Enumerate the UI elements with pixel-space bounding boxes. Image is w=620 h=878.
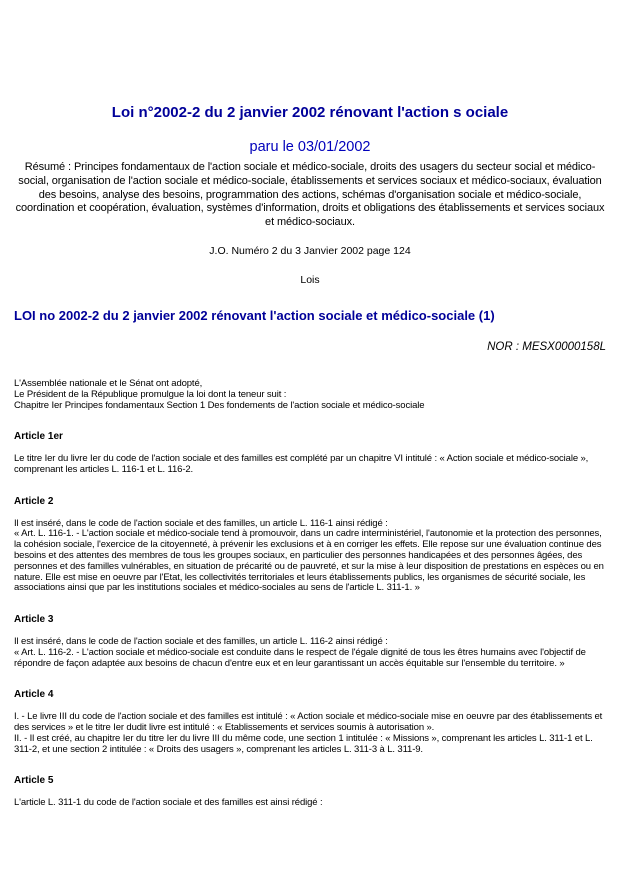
article-text: « Art. L. 116-1. - L'action sociale et médico-sociale tend à promouvoir, dans un cadre interministériel, l'autonomie et la protection des personnes, la cohésion sociale, l'exercice de la citoyenneté, à prévenir les exclusions et à en corriger les effets. Elle repose sur une évaluation continue des besoins et des attentes des membres de tous les groupes sociaux, en particulier des personnes handicapées et des personnes âgées, des personnes et des familles vulnérables, en situation de précarité ou de pauvreté, et sur la mise à leur disposition de prestations en espèces ou en nature. Elle est mise en oeuvre par l'Etat, les collectivités territoriales et leurs établissements publics, les organismes de sécurité sociale, les associations ainsi que par les institutions sociales et médico-sociales au sens de l'article L. 311-1. » [14,528,604,594]
article-4-body [14,712,606,755]
journal-officiel-reference: J.O. Numéro 2 du 3 Janvier 2002 page 124 [209,244,411,257]
summary-text: Résumé : Principes fondamentaux de l'action sociale et médico-sociale, droits des usagers du secteur social et médico-social, organisation de l'action sociale et médico-sociale, établissements et services sociaux et médico-sociaux, évaluation des besoins, analyse des besoins, programmation des actions, schémas d'organisation sociale et médico-sociale, coordination et coopération, évaluation, systèmes d'information, droits et obligations des établissements et services sociaux et médico-sociaux. [15,161,605,229]
article-3-heading: Article 3 [14,614,54,626]
article-text: L'article L. 311-1 du code de l'action sociale et des familles est ainsi rédigé : [14,797,323,809]
publication-date: paru le 03/01/2002 [249,139,371,155]
article-1-heading: Article 1er [14,431,63,443]
preamble-line: Chapitre Ier Principes fondamentaux Section 1 Des fondements de l'action sociale et médico-sociale [14,399,425,411]
article-2-body [14,519,606,595]
article-text: II. - Il est créé, au chapitre Ier du titre Ier du livre III du même code, une section 1 intitulée : « Missions », comprenant les articles L. 311-1 et L. 311-2, et une section 2 intitulée : « Droits des usagers », comprenant les articles L. 311-3 à L. 311-9. [14,732,593,755]
document-title: Loi n°2002-2 du 2 janvier 2002 rénovant l'action s ociale [111,104,509,121]
article-3-body [14,637,606,669]
category-label: Lois [300,273,320,286]
article-text: Le titre Ier du livre Ier du code de l'action sociale et des familles est complété par un chapitre VI intitulé : « Action sociale et médico-sociale », comprenant les articles L. 116-1 et L. 116-2. [14,453,589,475]
law-heading: LOI no 2002-2 du 2 janvier 2002 rénovant l'action sociale et médico-sociale (1) [14,307,495,323]
article-text: I. - Le livre III du code de l'action sociale et des familles est intitulé : « Action sociale et médico-sociale mise en oeuvre par des établissements et des services » et le titre Ier dudit livre est intitulé : « Etablissements et services soumis à autorisation ». [14,711,603,733]
article-4-heading: Article 4 [14,689,54,701]
nor-reference: NOR : MESX0000158L [487,340,606,353]
preamble [14,379,606,411]
preamble-line: Le Président de la République promulgue la loi dont la teneur suit : [14,388,287,400]
document-body [14,379,606,809]
article-5-heading: Article 5 [14,775,54,787]
article-1-body [14,454,606,476]
article-2-heading: Article 2 [14,495,54,507]
article-text: Il est inséré, dans le code de l'action sociale et des familles, un article L. 116-1 ainsi rédigé : [14,517,388,529]
article-5-body [14,798,606,809]
article-text: « Art. L. 116-2. - L'action sociale et médico-sociale est conduite dans le respect de l'égale dignité de tous les êtres humains avec l'objectif de répondre de façon adaptée aux besoins de chacun d'entre eux et en leur garantissant un accès équitable sur l'ensemble du territoire. » [14,646,586,669]
article-text: Il est inséré, dans le code de l'action sociale et des familles, un article L. 116-2 ainsi rédigé : [14,635,388,647]
preamble-line: L'Assemblée nationale et le Sénat ont adopté, [14,377,203,389]
